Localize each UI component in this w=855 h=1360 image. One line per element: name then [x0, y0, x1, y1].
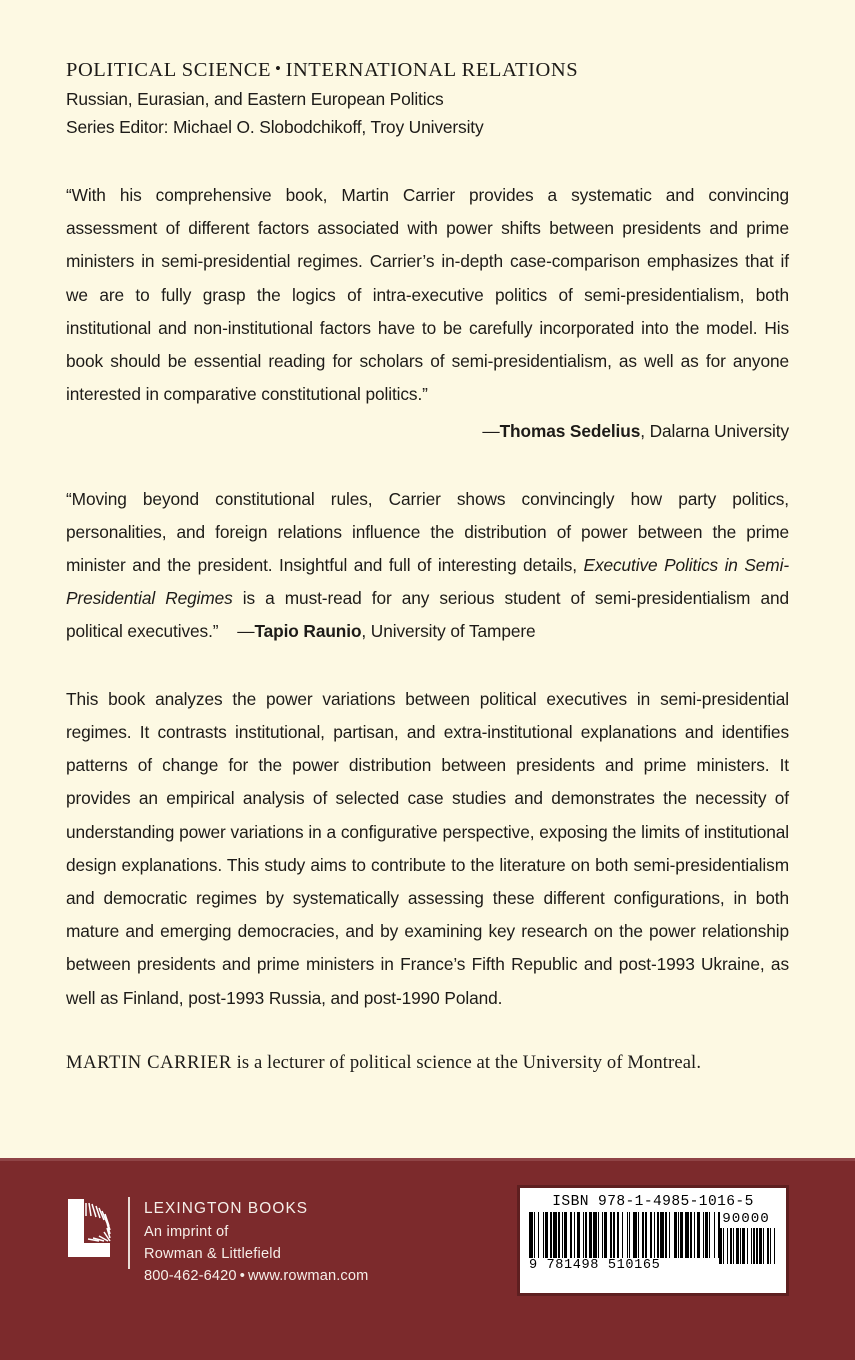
imprint-name: LEXINGTON BOOKS: [144, 1200, 309, 1217]
ean-addon-barcode: [715, 1212, 777, 1264]
review-quote-1: [66, 179, 789, 449]
series-name: Russian, Eurasian, and Eastern European Politics: [66, 88, 444, 109]
quote-2-after-title: is a must-read for any serious student of semi-presidentialism and political executives.”: [66, 588, 789, 642]
author-bio-rest: is a lecturer of political science at the University of Montreal.: [231, 1051, 702, 1073]
discipline-right: INTERNATIONAL RELATIONS: [285, 59, 579, 81]
price-code: 90000: [722, 1211, 770, 1228]
contact-separator-icon: •: [239, 1267, 245, 1284]
publisher-block: [66, 1197, 368, 1288]
author-bio: [66, 1048, 789, 1078]
publisher-contact: [144, 1266, 368, 1288]
discipline-line: [66, 57, 789, 85]
publisher-footer: [0, 1158, 855, 1360]
ean-main-barcode: [529, 1212, 707, 1274]
review-quote-1-text: “With his comprehensive book, Martin Carrier provides a systematic and convincing assessment of different factors associated with power shifts between presidents and prime ministers in semi-presidential regimes. Carrier’s in-depth case-comparison emphasizes that if we are to fully grasp the logics of intra-executive politics of semi-presidentialism, both institutional and non-institutional factors have to be carefully incorporated into the model. His book should be essential reading for scholars of semi-presidentialism, as well as for anyone interested in comparative constitutional politics.”: [66, 185, 789, 405]
reviewer-affiliation-1: , Dalarna University: [640, 421, 789, 442]
series-header: [66, 57, 789, 141]
imprint-of-label: An imprint of: [144, 1223, 229, 1240]
isbn-barcode: [517, 1185, 789, 1296]
barcode-row: [529, 1212, 777, 1274]
reviewer-name-2: Tapio Raunio: [254, 621, 362, 642]
book-description: This book analyzes the power variations between political executives in semi-presidential regimes. It contrasts institutional, partisan, and extra-institutional explanations and identifies patterns of change for the power distribution between presidents and prime ministers. It provides an empirical analysis of selected case studies and demonstrates the necessity of understanding power variations in a configurative perspective, exposing the limits of institutional design explanations. This study aims to contribute to the literature on both semi-presidentialism and democratic regimes by systematically assessing these different configurations, in both mature and emerging democracies, and by examining key research on the power relationship between presidents and prime ministers in France’s Fifth Republic and post-1993 Ukraine, as well as Finland, post-1993 Russia, and post-1990 Poland.: [66, 688, 789, 1008]
book-title-italic: Executive Politics in Semi-Presidential Regimes: [66, 555, 789, 609]
em-dash-2: —: [237, 621, 255, 642]
publisher-website[interactable]: www.rowman.com: [247, 1267, 369, 1284]
isbn-text: ISBN 978-1-4985-1016-5: [552, 1194, 754, 1210]
logo-divider: [128, 1197, 130, 1269]
author-name: MARTIN CARRIER: [66, 1051, 232, 1073]
discipline-left: POLITICAL SCIENCE: [66, 59, 272, 81]
parent-publisher: Rowman & Littlefield: [144, 1245, 282, 1262]
review-quote-1-attribution: [66, 415, 789, 448]
bullet-separator-icon: •: [275, 59, 282, 78]
ean-addon-bars: [715, 1228, 777, 1264]
series-editor: Series Editor: Michael O. Slobodchikoff, Troy University: [66, 116, 484, 137]
ean-digits: 9 781498 510165: [529, 1258, 661, 1274]
reviewer-name-1: Thomas Sedelius: [499, 421, 641, 442]
reviewer-affiliation-2: , University of Tampere: [361, 621, 536, 642]
review-quote-2: [66, 483, 789, 649]
publisher-text-block: [144, 1197, 368, 1288]
review-quote-2-attribution: [218, 621, 535, 641]
lexington-l-sunburst-logo-icon: [66, 1197, 112, 1259]
em-dash-1: —: [482, 421, 500, 442]
publisher-phone: 800-462-6420: [144, 1267, 237, 1284]
ean-main-bars: [529, 1212, 707, 1258]
review-quote-2-text: [66, 483, 789, 649]
quote-2-before-title: “Moving beyond constitutional rules, Carrier shows convincingly how party politics, personalities, and foreign relations influence the distribution of power between the prime minister and the president. Insightful and full of interesting details,: [66, 488, 789, 576]
